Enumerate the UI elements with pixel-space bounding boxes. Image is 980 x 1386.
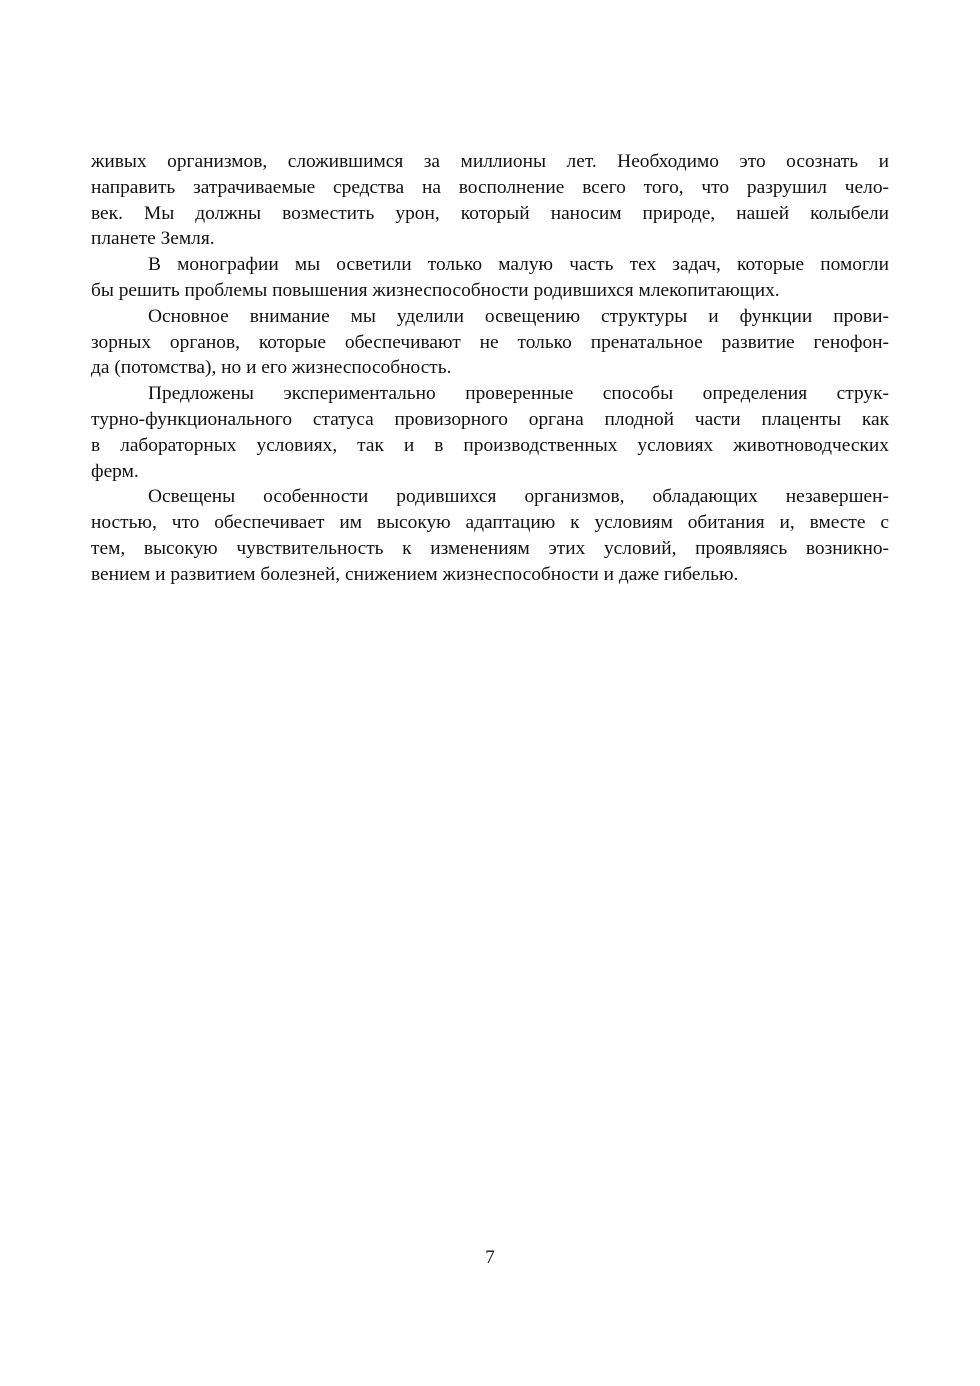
text-line: зорных органов, которые обеспечивают не только пренатальное развитие генофон- xyxy=(91,331,889,353)
text-line: ностью, что обеспечивает им высокую адаптацию к условиям обитания и, вместе с xyxy=(91,512,889,534)
text-line: Основное внимание мы уделили освещению структуры и функции прови- xyxy=(148,305,889,327)
page-body xyxy=(91,149,889,588)
text-line: да (потомства), но и его жизнеспособность. xyxy=(91,357,452,379)
text-line: в лабораторных условиях, так и в производственных условиях животноводческих xyxy=(91,434,889,456)
text-line: турно-функционального статуса провизорного органа плодной части плаценты как xyxy=(91,408,889,430)
text-line: Освещены особенности родившихся организмов, обладающих незавершен- xyxy=(148,486,889,508)
text-line: вением и развитием болезней, снижением жизнеспособности и даже гибелью. xyxy=(91,563,739,585)
paragraph-3 xyxy=(91,304,889,381)
paragraph-5 xyxy=(91,484,889,587)
page-number: 7 xyxy=(485,1247,495,1268)
paragraph-1 xyxy=(91,149,889,252)
text-line: тем, высокую чувствительность к изменениям этих условий, проявляясь возникно- xyxy=(91,537,889,559)
text-line: бы решить проблемы повышения жизнеспособности родившихся млекопитающих. xyxy=(91,279,780,301)
text-line: Предложены экспериментально проверенные способы определения струк- xyxy=(148,383,889,405)
paragraph-4 xyxy=(91,381,889,484)
text-line: В монографии мы осветили только малую часть тех задач, которые помогли xyxy=(148,254,889,276)
paragraph-2 xyxy=(91,252,889,304)
text-line: живых организмов, сложившимся за миллионы лет. Необходимо это осознать и xyxy=(91,151,889,172)
text-line: планете Земля. xyxy=(91,228,215,250)
text-line: ферм. xyxy=(91,460,139,482)
text-line: век. Мы должны возместить урон, который наносим природе, нашей колыбели xyxy=(91,202,889,224)
text-line: направить затрачиваемые средства на восполнение всего того, что разрушил чело- xyxy=(91,176,889,198)
